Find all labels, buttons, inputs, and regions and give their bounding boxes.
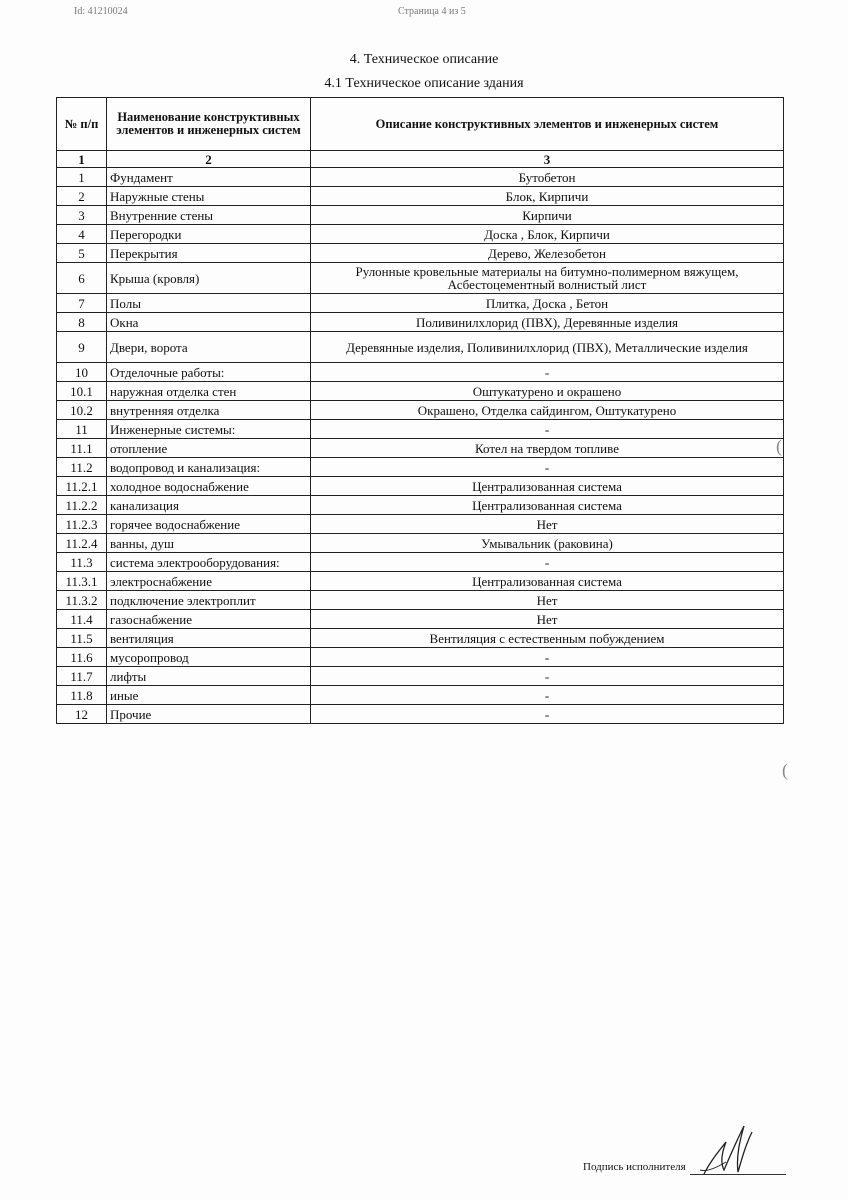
table-row [57,477,784,496]
subsection-title: 4.1 Техническое описание здания [324,76,524,91]
header-description: Описание конструктивных элементов и инженерных систем [311,98,784,151]
table-row [57,294,784,313]
row-number: 11.5 [57,629,107,648]
row-name: мусоропровод [107,648,311,667]
page-number: Страница 4 из 5 [398,6,466,17]
row-number: 1 [57,168,107,187]
row-number: 11.8 [57,686,107,705]
row-number: 11.2.3 [57,515,107,534]
row-name: горячее водоснабжение [107,515,311,534]
table-row [57,187,784,206]
section-title: 4. Техническое описание [349,52,499,67]
table-row [57,496,784,515]
row-number: 2 [57,187,107,206]
row-name: Полы [107,294,311,313]
row-description: Поливинилхлорид (ПВХ), Деревянные изделия [311,313,784,332]
row-number: 5 [57,244,107,263]
row-name: система электрооборудования: [107,553,311,572]
row-number: 11.4 [57,610,107,629]
row-description: Бутобетон [311,168,784,187]
table-row [57,515,784,534]
document-id: Id: 41210024 [74,6,128,17]
row-name: водопровод и канализация: [107,458,311,477]
row-number: 11.3.1 [57,572,107,591]
row-name: ванны, душ [107,534,311,553]
row-number: 11.3 [57,553,107,572]
table-row [57,168,784,187]
row-number: 12 [57,705,107,724]
table-row [57,206,784,225]
row-name: наружная отделка стен [107,382,311,401]
row-number: 9 [57,332,107,363]
row-number: 4 [57,225,107,244]
row-name: Инженерные системы: [107,420,311,439]
table-row [57,382,784,401]
row-name: лифты [107,667,311,686]
row-description: Централизованная система [311,477,784,496]
row-name: Крыша (кровля) [107,263,311,294]
row-number: 10 [57,363,107,382]
table-row [57,686,784,705]
header-number: № п/п [57,98,107,151]
table-row [57,363,784,382]
row-description: Доска , Блок, Кирпичи [311,225,784,244]
table-header-row [57,98,784,151]
row-name: подключение электроплит [107,591,311,610]
row-name: вентиляция [107,629,311,648]
row-name: отопление [107,439,311,458]
row-name: электроснабжение [107,572,311,591]
row-description: - [311,648,784,667]
table-row [57,225,784,244]
row-description: Нет [311,591,784,610]
row-description: - [311,553,784,572]
row-description: - [311,458,784,477]
signature-label: Подпись исполнителя [583,1161,686,1173]
row-number: 8 [57,313,107,332]
row-name: Внутренние стены [107,206,311,225]
row-description: Рулонные кровельные материалы на битумно-полимерном вяжущем, Асбестоцементный волнистый лист [311,263,784,294]
row-name: Окна [107,313,311,332]
row-description: Вентиляция с естественным побуждением [311,629,784,648]
table-row [57,610,784,629]
row-description: Окрашено, Отделка сайдингом, Оштукатурено [311,401,784,420]
technical-description-table [56,97,784,724]
row-number: 11.2.1 [57,477,107,496]
row-description: - [311,420,784,439]
table-row [57,705,784,724]
column-number: 3 [311,151,784,168]
table-row [57,534,784,553]
row-number: 11 [57,420,107,439]
row-description: Нет [311,610,784,629]
row-number: 7 [57,294,107,313]
row-description: Котел на твердом топливе [311,439,784,458]
table-row [57,401,784,420]
table-row [57,263,784,294]
row-description: Умывальник (раковина) [311,534,784,553]
row-name: внутренняя отделка [107,401,311,420]
row-number: 11.1 [57,439,107,458]
row-name: Перегородки [107,225,311,244]
row-number: 11.6 [57,648,107,667]
signature-line [690,1174,786,1175]
row-name: Фундамент [107,168,311,187]
row-number: 10.2 [57,401,107,420]
header-name: Наименование конструктивных элементов и инженерных систем [107,98,311,151]
row-number: 11.7 [57,667,107,686]
table-row [57,629,784,648]
row-number: 10.1 [57,382,107,401]
row-name: холодное водоснабжение [107,477,311,496]
row-description: Дерево, Железобетон [311,244,784,263]
row-description: Централизованная система [311,496,784,515]
row-name: Перекрытия [107,244,311,263]
table-row [57,648,784,667]
row-name: Двери, ворота [107,332,311,363]
table-row [57,439,784,458]
column-number-row [57,151,784,168]
row-number: 11.3.2 [57,591,107,610]
column-number: 2 [107,151,311,168]
row-description: Деревянные изделия, Поливинилхлорид (ПВХ), Металлические изделия [311,332,784,363]
signature-image [696,1112,756,1187]
row-name: газоснабжение [107,610,311,629]
row-number: 11.2.2 [57,496,107,515]
row-number: 3 [57,206,107,225]
table-row [57,313,784,332]
row-number: 11.2 [57,458,107,477]
row-description: - [311,705,784,724]
table-row [57,553,784,572]
row-name: Наружные стены [107,187,311,206]
row-name: канализация [107,496,311,515]
row-description: Кирпичи [311,206,784,225]
row-name: иные [107,686,311,705]
row-name: Прочие [107,705,311,724]
table-row [57,667,784,686]
table-row [57,591,784,610]
table-row [57,244,784,263]
row-number: 11.2.4 [57,534,107,553]
row-description: Нет [311,515,784,534]
table-row [57,332,784,363]
table-row [57,572,784,591]
row-description: Централизованная система [311,572,784,591]
row-name: Отделочные работы: [107,363,311,382]
row-description: Плитка, Доска , Бетон [311,294,784,313]
table-row [57,420,784,439]
row-description: - [311,363,784,382]
scan-mark: ( [776,436,782,456]
column-number: 1 [57,151,107,168]
row-number: 6 [57,263,107,294]
row-description: - [311,667,784,686]
table-row [57,458,784,477]
row-description: Блок, Кирпичи [311,187,784,206]
row-description: Оштукатурено и окрашено [311,382,784,401]
scan-mark: ( [782,760,788,780]
row-description: - [311,686,784,705]
